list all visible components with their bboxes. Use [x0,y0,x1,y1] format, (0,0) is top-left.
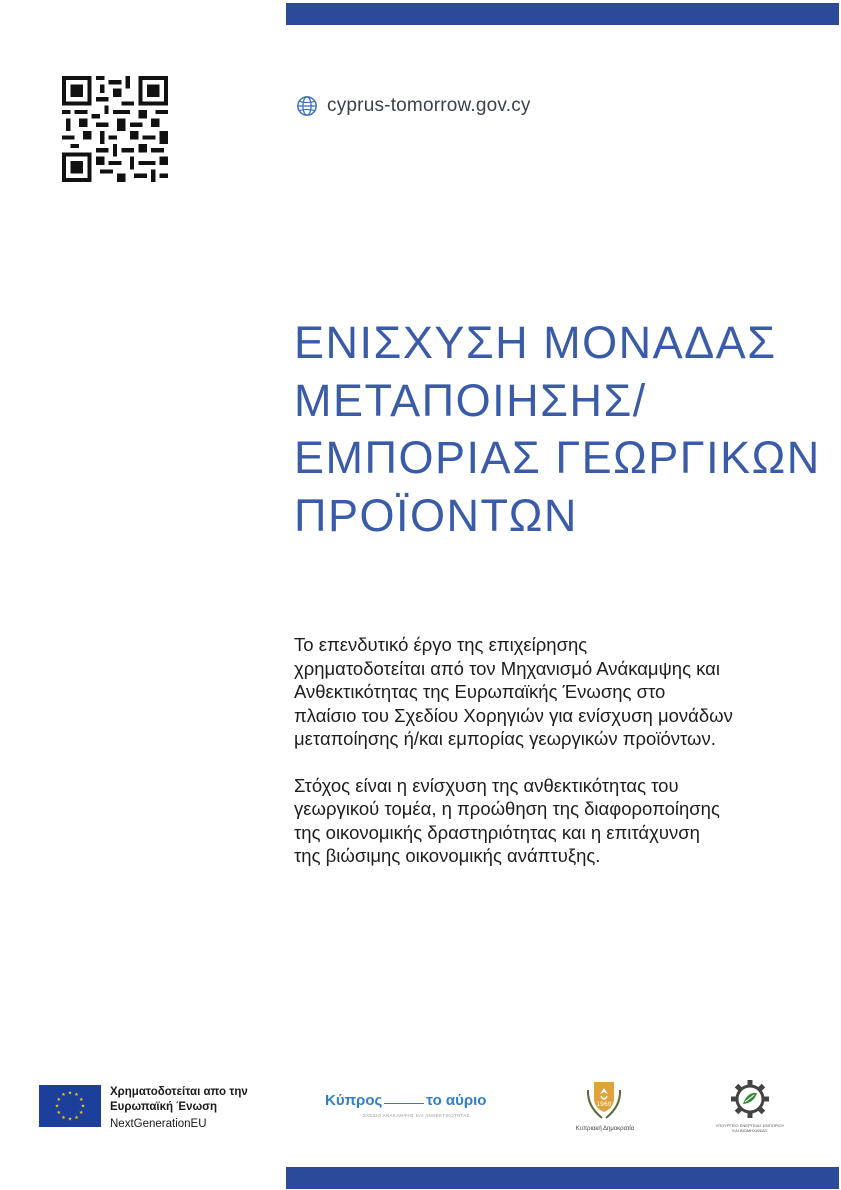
title-line: ΠΡΟΪΟΝΤΩΝ [294,489,578,541]
website-link[interactable]: cyprus-tomorrow.gov.cy [327,95,531,116]
svg-text:★: ★ [56,1110,62,1116]
svg-text:★: ★ [78,1110,84,1116]
title-line: ΕΜΠΟΡΙΑΣ ΓΕΩΡΓΙΚΩΝ [294,432,821,483]
ministry-gear-icon [727,1076,773,1122]
page-title [294,314,824,544]
paragraph-2-line: Στόχος είναι η ενίσχυση της ανθεκτικότητας του [294,774,679,796]
svg-text:★: ★ [56,1097,62,1103]
svg-text:★: ★ [54,1103,60,1110]
ministry-label: ΥΠΟΥΡΓΕΙΟ ΕΝΕΡΓΕΙΑΣ ΕΜΠΟΡΙΟΥ ΚΑΙ ΒΙΟΜΗΧΑΝΙΑΣ [715,1123,785,1133]
paragraph-2-line: γεωργικού τομέα, η προώθηση της διαφοροποίησης [294,798,720,819]
eu-funding-text [110,1085,248,1132]
top-accent-bar [286,3,839,25]
eu-flag-icon [39,1085,101,1127]
eu-funding-line: Ευρωπαϊκή Ένωση [110,1100,218,1113]
svg-text:★: ★ [67,1116,73,1123]
qr-code[interactable] [62,76,168,182]
kypros-logo-dash [384,1103,424,1105]
paragraph-1-line: Το επενδυτικό έργο της επιχείρησης [294,634,588,655]
paragraph-2-line: της βιώσιμης οικονομικής ανάπτυξης. [294,845,601,866]
title-line: ΕΝΙΣΧΥΣΗ ΜΟΝΑΔΑΣ [294,317,777,368]
body-text [294,633,784,868]
crest-label: Κυπριακή Δημοκρατία [575,1126,635,1132]
svg-text:★: ★ [78,1097,84,1103]
paragraph-1-line: χρηματοδοτείται από τον Μηχανισμό Ανάκαμψης και [294,657,720,679]
globe-icon [296,95,318,117]
paragraph-gap [294,751,784,774]
svg-text:★: ★ [61,1092,66,1099]
svg-text:1960: 1960 [596,1101,612,1108]
paragraph-1-line: μεταποίησης ή/και εμπορίας γεωργικών προϊόντων. [294,728,716,749]
kypros-to-avrio-logo [325,1092,486,1109]
kypros-logo-right: το αύριο [426,1092,487,1109]
paragraph-1-line: πλαίσιο του Σχεδίου Χορηγιών για ενίσχυση μονάδων [294,704,733,726]
svg-text:★: ★ [74,1114,79,1121]
eu-funding-line: Χρηματοδοτείται απο την [110,1086,248,1098]
title-line: ΜΕΤΑΠΟΙΗΣΗΣ/ [294,374,647,426]
paragraph-2-line: της οικονομικής δραστηριότητας και η επιτάχυνση [294,821,700,843]
kypros-logo-left: Κύπρος [325,1092,383,1109]
svg-text:★: ★ [61,1114,66,1121]
eu-program-name: NextGenerationEU [110,1118,207,1130]
website-row[interactable] [296,95,531,117]
bottom-accent-bar [286,1167,839,1189]
cyprus-crest-icon [584,1078,624,1122]
svg-text:★: ★ [80,1103,86,1110]
paragraph-1-line: Ανθεκτικότητας της Ευρωπαϊκής Ένωσης στο [294,681,666,702]
svg-text:★: ★ [74,1092,79,1099]
kypros-logo-subtitle: ΣΧΕΔΙΟ ΑΝΑΚΑΜΨΗΣ ΚΑΙ ΑΝΘΕΚΤΙΚΟΤΗΤΑΣ [363,1113,470,1118]
svg-text:★: ★ [67,1090,73,1097]
